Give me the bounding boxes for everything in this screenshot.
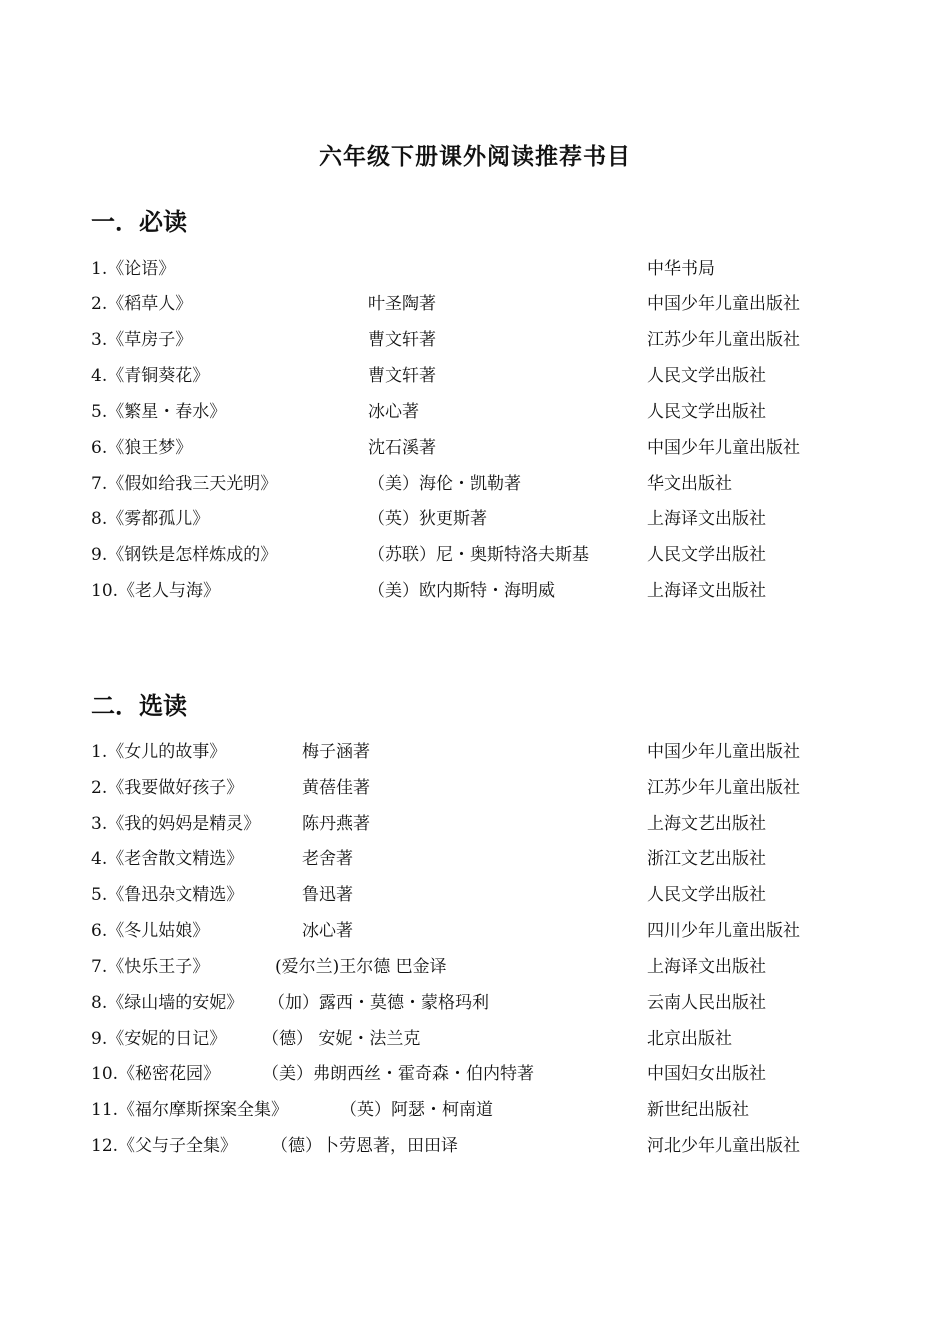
book-title: 5.《繁星・春水》 <box>91 402 227 422</box>
optional-book-row <box>0 845 950 873</box>
book-author: （加）露西・莫德・蒙格玛利 <box>268 993 489 1013</box>
book-publisher: 中华书局 <box>647 259 715 279</box>
book-publisher: 中国少年儿童出版社 <box>647 438 800 458</box>
book-publisher: 新世纪出版社 <box>647 1100 749 1120</box>
book-publisher: 浙江文艺出版社 <box>647 849 766 869</box>
required-book-row <box>0 577 950 605</box>
book-author: 鲁迅著 <box>302 885 353 905</box>
book-title: 4.《青铜葵花》 <box>91 366 210 386</box>
book-author: （英）阿瑟・柯南道 <box>340 1100 493 1120</box>
book-title: 10.《老人与海》 <box>91 581 221 601</box>
book-title: 3.《草房子》 <box>91 330 193 350</box>
book-title: 7.《快乐王子》 <box>91 957 210 977</box>
book-publisher: 中国妇女出版社 <box>647 1064 766 1084</box>
required-book-row <box>0 434 950 462</box>
required-book-row <box>0 505 950 533</box>
book-publisher: 江苏少年儿童出版社 <box>647 778 800 798</box>
book-publisher: 上海译文出版社 <box>647 509 766 529</box>
optional-book-row <box>0 953 950 981</box>
book-publisher: 华文出版社 <box>647 474 732 494</box>
book-title: 9.《钢铁是怎样炼成的》 <box>91 545 278 565</box>
book-author: 冰心著 <box>302 921 353 941</box>
optional-book-row <box>0 774 950 802</box>
book-title: 1.《论语》 <box>91 259 176 279</box>
book-author: 曹文轩著 <box>368 330 436 350</box>
book-publisher: 上海译文出版社 <box>647 581 766 601</box>
book-author: 老舍著 <box>302 849 353 869</box>
required-book-row <box>0 326 950 354</box>
book-publisher: 人民文学出版社 <box>647 885 766 905</box>
book-title: 9.《安妮的日记》 <box>91 1029 227 1049</box>
optional-book-row <box>0 989 950 1017</box>
book-author: （美）欧内斯特・海明威 <box>368 581 555 601</box>
optional-book-row <box>0 1096 950 1124</box>
book-publisher: 人民文学出版社 <box>647 402 766 422</box>
book-author: （英）狄更斯著 <box>368 509 487 529</box>
required-book-row <box>0 470 950 498</box>
book-author: 黄蓓佳著 <box>302 778 370 798</box>
book-author: （美）弗朗西丝・霍奇森・伯内特著 <box>262 1064 534 1084</box>
book-author: 叶圣陶著 <box>368 294 436 314</box>
optional-book-row <box>0 881 950 909</box>
book-title: 1.《女儿的故事》 <box>91 742 227 762</box>
required-book-row <box>0 362 950 390</box>
optional-book-row <box>0 810 950 838</box>
book-title: 12.《父与子全集》 <box>91 1136 238 1156</box>
book-author: 陈丹燕著 <box>302 814 370 834</box>
optional-book-row <box>0 738 950 766</box>
book-publisher: 人民文学出版社 <box>647 366 766 386</box>
required-book-row <box>0 255 950 283</box>
book-title: 10.《秘密花园》 <box>91 1064 221 1084</box>
book-author: (爱尔兰)王尔德 巴金译 <box>275 957 447 977</box>
book-title: 11.《福尔摩斯探案全集》 <box>91 1100 289 1120</box>
optional-book-row <box>0 1060 950 1088</box>
book-title: 7.《假如给我三天光明》 <box>91 474 278 494</box>
book-author: （德） 安妮・法兰克 <box>262 1029 421 1049</box>
book-publisher: 中国少年儿童出版社 <box>647 742 800 762</box>
section-heading-required: 一．必读 <box>91 207 187 236</box>
book-author: 冰心著 <box>368 402 419 422</box>
book-title: 8.《雾都孤儿》 <box>91 509 210 529</box>
book-publisher: 河北少年儿童出版社 <box>647 1136 800 1156</box>
optional-book-row <box>0 1025 950 1053</box>
book-publisher: 云南人民出版社 <box>647 993 766 1013</box>
required-book-row <box>0 290 950 318</box>
book-title: 6.《冬儿姑娘》 <box>91 921 210 941</box>
book-publisher: 江苏少年儿童出版社 <box>647 330 800 350</box>
book-publisher: 中国少年儿童出版社 <box>647 294 800 314</box>
page-title: 六年级下册课外阅读推荐书目 <box>319 143 631 170</box>
book-author: （德）卜劳恩著，田田译 <box>271 1136 458 1156</box>
book-title: 4.《老舍散文精选》 <box>91 849 244 869</box>
book-author: 沈石溪著 <box>368 438 436 458</box>
optional-book-row <box>0 917 950 945</box>
book-title: 5.《鲁迅杂文精选》 <box>91 885 244 905</box>
book-title: 2.《我要做好孩子》 <box>91 778 244 798</box>
book-publisher: 上海译文出版社 <box>647 957 766 977</box>
book-publisher: 人民文学出版社 <box>647 545 766 565</box>
book-publisher: 北京出版社 <box>647 1029 732 1049</box>
book-publisher: 四川少年儿童出版社 <box>647 921 800 941</box>
book-author: 梅子涵著 <box>302 742 370 762</box>
book-publisher: 上海文艺出版社 <box>647 814 766 834</box>
optional-book-row <box>0 1132 950 1160</box>
book-title: 6.《狼王梦》 <box>91 438 193 458</box>
book-title: 3.《我的妈妈是精灵》 <box>91 814 261 834</box>
required-book-row <box>0 398 950 426</box>
required-book-row <box>0 541 950 569</box>
book-author: （美）海伦・凯勒著 <box>368 474 521 494</box>
book-author: 曹文轩著 <box>368 366 436 386</box>
book-author: （苏联）尼・奥斯特洛夫斯基 <box>368 545 589 565</box>
book-title: 2.《稻草人》 <box>91 294 193 314</box>
section-heading-optional: 二．选读 <box>91 691 187 720</box>
book-title: 8.《绿山墙的安妮》 <box>91 993 244 1013</box>
